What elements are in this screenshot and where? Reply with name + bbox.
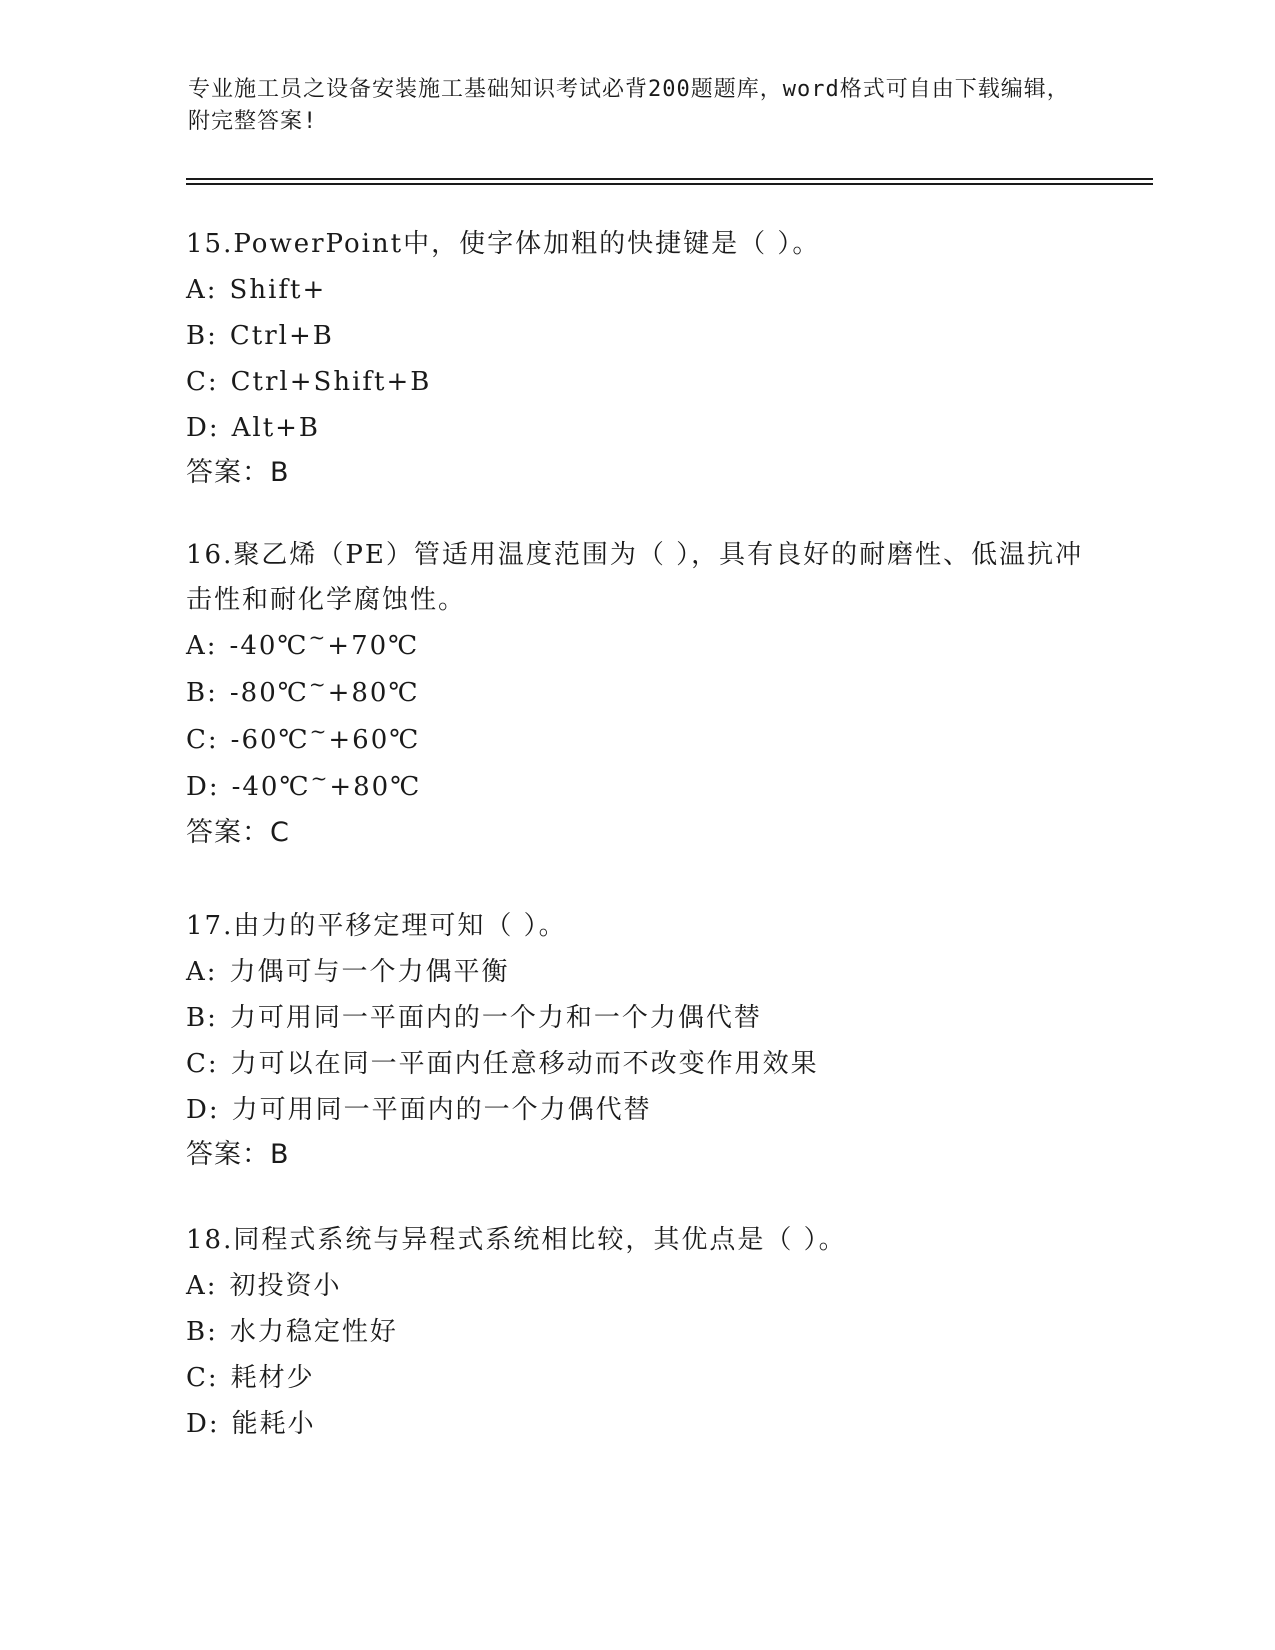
option-b: [186, 313, 1086, 359]
option-c: [186, 717, 1086, 764]
tilde: ~: [308, 625, 328, 649]
question-16: [186, 533, 1086, 855]
option-letter: A:: [186, 1271, 218, 1301]
option-text: Ctrl+Shift+B: [230, 367, 432, 397]
question-stem: 18.同程式系统与异程式系统相比较，其优点是（ ）。: [186, 1225, 847, 1255]
option-b: [186, 670, 1086, 717]
option-text: [231, 717, 421, 764]
option-letter: D:: [186, 1095, 220, 1125]
option-text: Alt+B: [231, 413, 321, 443]
option-a: [186, 949, 1086, 995]
question-stem: 17.由力的平移定理可知（ ）。: [186, 911, 567, 941]
option-letter: B:: [186, 1317, 218, 1347]
option-letter: B:: [186, 1003, 218, 1033]
temp-low: -40℃: [231, 772, 311, 802]
option-d: [186, 405, 1086, 451]
option-letter: C:: [186, 367, 219, 397]
option-c: [186, 1355, 1086, 1401]
temp-high: +80℃: [327, 678, 420, 708]
option-a: [186, 267, 1086, 313]
option-a: [186, 1263, 1086, 1309]
option-d: [186, 1087, 1086, 1133]
option-text: 力可以在同一平面内任意移动而不改变作用效果: [230, 1049, 819, 1079]
question-17: [186, 904, 1086, 1177]
answer-label: 答案：C: [186, 817, 290, 848]
header-rule-bottom: [186, 183, 1153, 185]
option-c: [186, 359, 1086, 405]
option-c: [186, 1041, 1086, 1087]
question-18: [186, 1218, 1086, 1447]
temp-high: +70℃: [327, 631, 420, 661]
option-d: [186, 764, 1086, 811]
temp-high: +80℃: [329, 772, 422, 802]
document-header: 专业施工员之设备安装施工基础知识考试必背200题题库，word格式可自由下载编辑，附完整答案!: [188, 77, 1070, 134]
temp-high: +60℃: [328, 725, 421, 755]
option-text: Ctrl+B: [229, 321, 334, 351]
option-text: [230, 670, 420, 717]
answer-label: 答案：B: [186, 1139, 290, 1170]
option-letter: A:: [186, 957, 218, 987]
option-letter: C:: [186, 1049, 219, 1079]
question-stem: 15.PowerPoint中，使字体加粗的快捷键是（ ）。: [186, 229, 821, 259]
option-letter: B:: [186, 321, 218, 351]
option-letter: C:: [186, 1363, 219, 1393]
tilde: ~: [309, 719, 329, 743]
option-letter: C:: [186, 725, 219, 755]
option-text: 能耗小: [231, 1409, 316, 1439]
option-letter: A:: [186, 631, 218, 661]
question-15: [186, 222, 1086, 495]
tilde: ~: [310, 766, 330, 790]
option-text: [232, 764, 422, 811]
option-text: 力可用同一平面内的一个力偶代替: [231, 1095, 652, 1125]
header-rule-top: [186, 178, 1153, 180]
temp-low: -60℃: [230, 725, 310, 755]
temp-low: -40℃: [229, 631, 309, 661]
option-a: [186, 623, 1086, 670]
option-letter: D:: [186, 772, 220, 802]
option-letter: D:: [186, 1409, 220, 1439]
option-text: 耗材少: [230, 1363, 315, 1393]
option-letter: B:: [186, 678, 218, 708]
option-letter: A:: [186, 275, 218, 305]
answer-label: 答案：B: [186, 457, 290, 488]
question-stem: 16.聚乙烯（PE）管适用温度范围为（ ），具有良好的耐磨性、低温抗冲击性和耐化学腐蚀性。: [186, 540, 1084, 615]
option-text: [230, 623, 420, 670]
tilde: ~: [308, 672, 328, 696]
option-text: 水力稳定性好: [229, 1317, 398, 1347]
option-b: [186, 995, 1086, 1041]
option-text: 力可用同一平面内的一个力和一个力偶代替: [229, 1003, 762, 1033]
option-letter: D:: [186, 413, 220, 443]
option-text: 初投资小: [229, 1271, 342, 1301]
option-b: [186, 1309, 1086, 1355]
option-text: Shift+: [229, 275, 327, 305]
option-text: 力偶可与一个力偶平衡: [229, 957, 510, 987]
temp-low: -80℃: [229, 678, 309, 708]
option-d: [186, 1401, 1086, 1447]
